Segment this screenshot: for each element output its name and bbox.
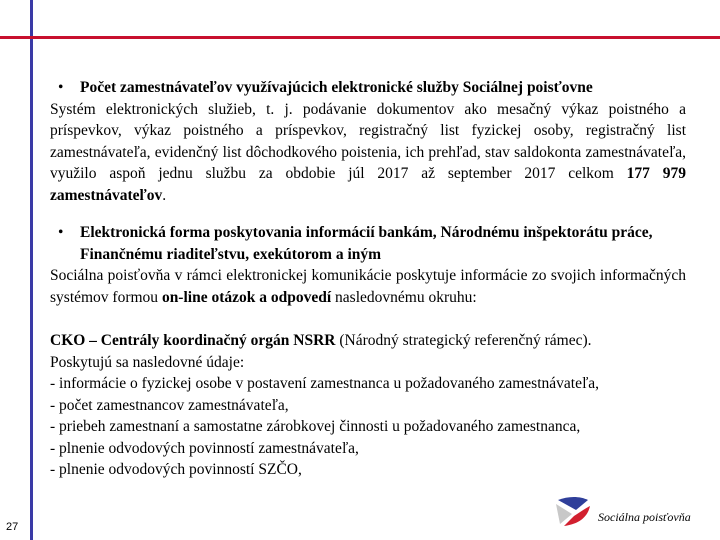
section1-heading: • Počet zamestnávateľov využívajúcich elektronické služby Sociálnej poisťovne <box>50 77 686 99</box>
section2-paragraph: Sociálna poisťovňa v rámci elektronickej komunikácie poskytuje informácie zo svojich informačných systémov formou on-line otázok a odpovedí nasledovnému okruhu: <box>50 267 686 306</box>
data-item: - plnenie odvodových povinností zamestnávateľa, <box>50 439 359 457</box>
top-horizontal-rule <box>0 36 720 39</box>
data-item: - informácie o fyzickej osobe v postavení zamestnanca u požadovaného zamestnávateľa, <box>50 375 599 392</box>
cko-line: CKO – Centrály koordinačný orgán NSRR (Národný strategický referenčný rámec). <box>50 332 592 349</box>
page-number: 27 <box>6 521 19 533</box>
data-item: - počet zamestnancov zamestnávateľa, <box>50 396 289 414</box>
section2-heading: • Elektronická forma poskytovania informácií bankám, Národnému inšpektorátu práce, Finančnému riaditeľstvu, exekútorom a iným <box>50 222 686 265</box>
logo-text: Sociálna poisťovňa <box>598 510 691 524</box>
data-item: - plnenie odvodových povinností SZČO, <box>50 461 302 478</box>
employer-count: 177 979 zamestnávateľov <box>50 165 687 204</box>
online-queries-term: on-line otázok a odpovedí <box>161 288 332 306</box>
bullet-icon: • <box>58 224 64 241</box>
data-intro: Poskytujú sa nasledovné údaje: <box>50 353 245 371</box>
data-item: - priebeh zamestnaní a samostatne zárobkovej činnosti u požadovaného zamestnanca, <box>50 418 581 435</box>
slide-content <box>50 77 686 481</box>
bullet-icon: • <box>58 79 64 96</box>
social-insurance-logo-icon <box>554 494 592 528</box>
left-vertical-rule <box>30 0 33 540</box>
section1-paragraph: Systém elektronických služieb, t. j. podávanie dokumentov ako mesačný výkaz poistného a príspevkov, výkaz poistného a príspevkov, registračný list fyzickej osoby, registračný list zamestnávateľa, evidenčný list dôchodkového poistenia, ich prehľad, stav saldokonta zamestnávateľa, využilo aspoň jednu službu za obdobie júl 2017 až september 2017 celkom 177 979 zamestnávateľov. <box>50 100 687 204</box>
